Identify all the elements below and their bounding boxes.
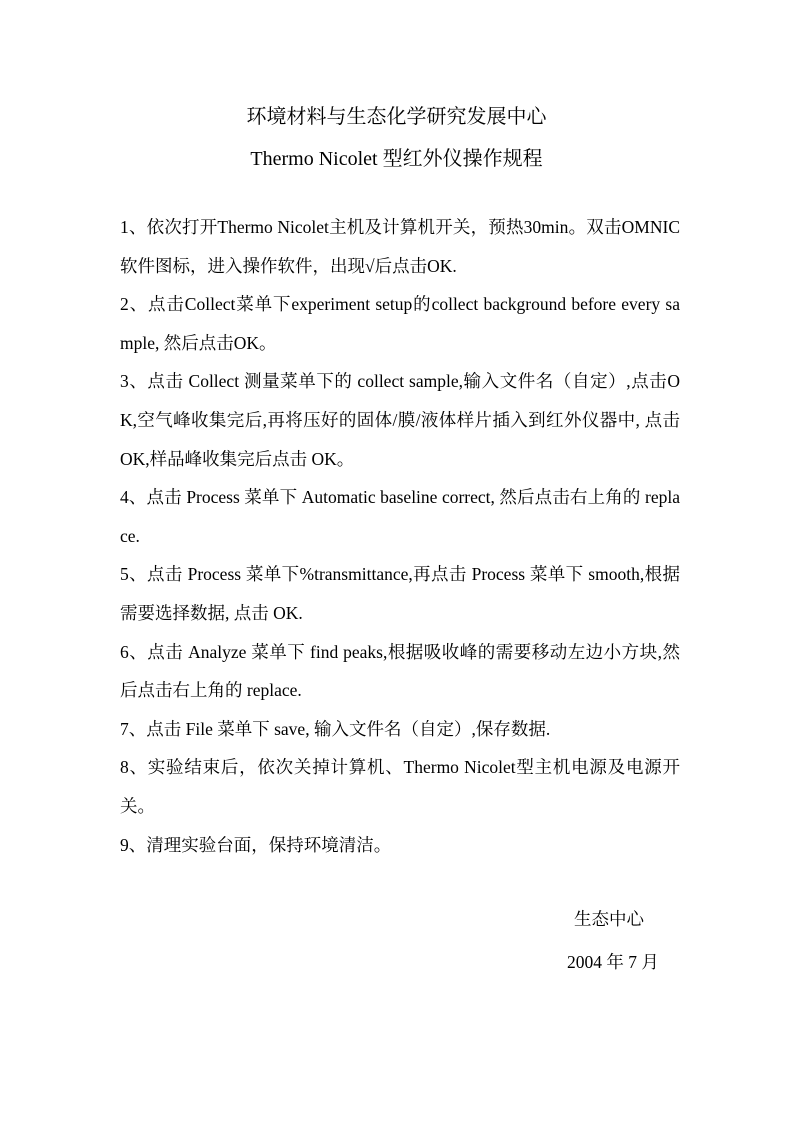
signature-date: 2004 年 7 月 [567, 952, 659, 972]
procedure-step-4: 4、点击 Process 菜单下 Automatic baseline correct, 然后点击右上角的 replace. [120, 487, 680, 546]
document-subtitle: Thermo Nicolet 型红外仪操作规程 [250, 148, 543, 170]
procedure-step-6: 6、点击 Analyze 菜单下 find peaks,根据吸收峰的需要移动左边小方块,然后点击右上角的 replace. [120, 641, 680, 701]
procedure-steps [120, 208, 680, 864]
signature-organization: 生态中心 [574, 909, 644, 929]
procedure-step-7: 7、点击 File 菜单下 save, 输入文件名（自定）,保存数据. [120, 718, 551, 739]
procedure-step-9: 9、清理实验台面，保持环境清洁。 [120, 834, 392, 855]
procedure-step-2: 2、点击Collect菜单下experiment setup的collect background before every sample, 然后点击OK。 [120, 294, 680, 353]
procedure-step-3: 3、点击 Collect 测量菜单下的 collect sample,输入文件名（自定）,点击OK,空气峰收集完后,再将压好的固体/膜/液体样片插入到红外仪器中, 点击 OK,样品峰收集完后点击 OK。 [120, 371, 680, 469]
document-title: 环境材料与生态化学研究发展中心 [246, 106, 547, 128]
procedure-step-1: 1、依次打开Thermo Nicolet主机及计算机开关，预热30min。双击OMNIC软件图标，进入操作软件，出现√后点击OK. [120, 217, 680, 276]
procedure-step-8: 8、实验结束后，依次关掉计算机、Thermo Nicolet型主机电源及电源开关。 [120, 757, 680, 816]
procedure-step-5: 5、点击 Process 菜单下%transmittance,再点击 Process 菜单下 smooth,根据需要选择数据, 点击 OK. [120, 564, 680, 623]
